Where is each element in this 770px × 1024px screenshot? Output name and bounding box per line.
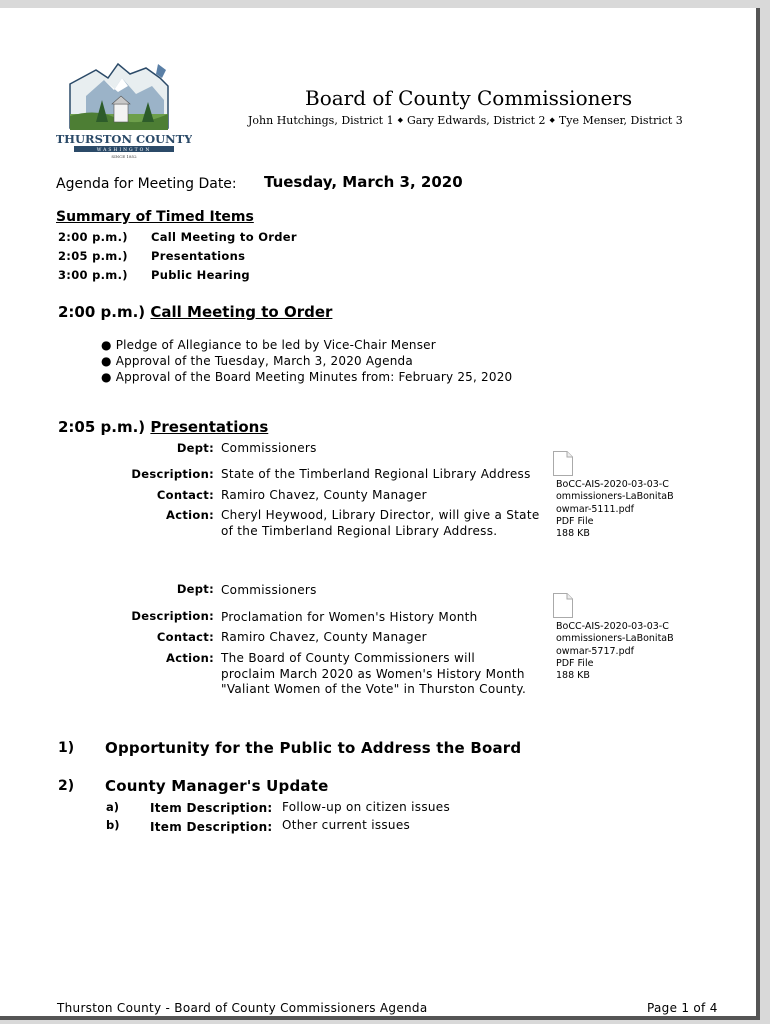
attachment-info[interactable] (556, 621, 696, 682)
bullet-item: ● Pledge of Allegiance to be led by Vice-Chair Menser (101, 338, 436, 352)
dept-value: Commissioners (221, 583, 317, 597)
svg-text:THURSTON COUNTY: THURSTON COUNTY (56, 132, 192, 146)
attachment-name[interactable]: BoCC-AIS-2020-03-03-Commissioners-LaBonitaBowmar-5111.pdf (556, 479, 674, 515)
footer-title: Thurston County - Board of County Commissioners Agenda (57, 1001, 428, 1015)
dept-label: Dept: (176, 441, 214, 455)
item-number: 1) (58, 740, 75, 756)
action-label: Action: (166, 651, 214, 665)
action-value: The Board of County Commissioners will proclaim March 2020 as Women's History Month "Valiant Women of the Vote" in Thurston County. (221, 651, 527, 696)
description-label: Description: (131, 609, 214, 623)
summary-time: 3:00 p.m.) (58, 268, 128, 282)
action-value: Cheryl Heywood, Library Director, will give a State of the Timberland Regional Library Address. (221, 508, 540, 538)
contact-label: Contact: (156, 488, 214, 502)
section-title: Presentations (150, 418, 269, 436)
member-3: Tye Menser, District 3 (558, 114, 683, 127)
agenda-date: Tuesday, March 3, 2020 (264, 173, 463, 191)
contact-value: Ramiro Chavez, County Manager (221, 488, 427, 502)
item-title: Opportunity for the Public to Address the Board (105, 739, 522, 757)
contact-label: Contact: (156, 630, 214, 644)
item-description-value: Other current issues (282, 818, 411, 832)
summary-time: 2:00 p.m.) (58, 230, 128, 244)
board-title: Board of County Commissioners (305, 86, 633, 110)
action-label: Action: (166, 508, 214, 522)
thurston-county-logo (56, 56, 192, 160)
section-time: 2:05 p.m.) (58, 418, 146, 436)
agenda-date-label: Agenda for Meeting Date: (56, 176, 237, 192)
attachment-info[interactable] (556, 479, 696, 540)
svg-text:SINCE 1852: SINCE 1852 (111, 154, 137, 159)
presentations-heading (58, 418, 268, 436)
separator-dot: ◆ (549, 116, 555, 124)
pdf-file-icon[interactable] (553, 451, 573, 476)
sub-item-letter: a) (106, 800, 120, 814)
summary-time: 2:05 p.m.) (58, 249, 128, 263)
bullet-item: ● Approval of the Board Meeting Minutes from: February 25, 2020 (101, 370, 513, 384)
attachment-name[interactable]: BoCC-AIS-2020-03-03-Commissioners-LaBonitaBowmar-5717.pdf (556, 621, 674, 657)
pdf-file-icon[interactable] (553, 593, 573, 618)
item-description-label: Item Description: (150, 820, 273, 834)
attachment-type: PDF File (556, 515, 594, 527)
commissioners-list (248, 114, 683, 127)
description-label: Description: (131, 467, 214, 481)
description-value: State of the Timberland Regional Library Address (221, 467, 531, 481)
agenda-page (0, 8, 760, 1020)
svg-text:WASHINGTON: WASHINGTON (96, 148, 152, 153)
summary-item: Presentations (151, 249, 246, 263)
call-to-order-heading (58, 303, 332, 321)
bullet-icon: ● (101, 370, 112, 384)
page-number: Page 1 of 4 (647, 1001, 718, 1015)
bullet-icon: ● (101, 338, 112, 352)
description-value: Proclamation for Women's History Month (221, 610, 478, 624)
member-1: John Hutchings, District 1 (248, 114, 394, 127)
summary-item: Call Meeting to Order (151, 230, 297, 244)
separator-dot: ◆ (397, 116, 403, 124)
bullet-item: ● Approval of the Tuesday, March 3, 2020 Agenda (101, 354, 413, 368)
member-2: Gary Edwards, District 2 (406, 114, 546, 127)
summary-item: Public Hearing (151, 268, 250, 282)
attachment-size: 188 KB (556, 670, 590, 682)
bullet-icon: ● (101, 354, 112, 368)
contact-value: Ramiro Chavez, County Manager (221, 630, 427, 644)
item-description-label: Item Description: (150, 801, 273, 815)
sub-item-letter: b) (106, 818, 120, 832)
attachment-type: PDF File (556, 657, 594, 669)
section-title: Call Meeting to Order (150, 303, 333, 321)
dept-value: Commissioners (221, 441, 317, 455)
section-time: 2:00 p.m.) (58, 303, 146, 321)
item-title: County Manager's Update (105, 777, 329, 795)
attachment-size: 188 KB (556, 528, 590, 540)
summary-heading: Summary of Timed Items (56, 209, 254, 225)
item-description-value: Follow-up on citizen issues (282, 800, 451, 814)
dept-label: Dept: (176, 582, 214, 596)
item-number: 2) (58, 778, 75, 794)
